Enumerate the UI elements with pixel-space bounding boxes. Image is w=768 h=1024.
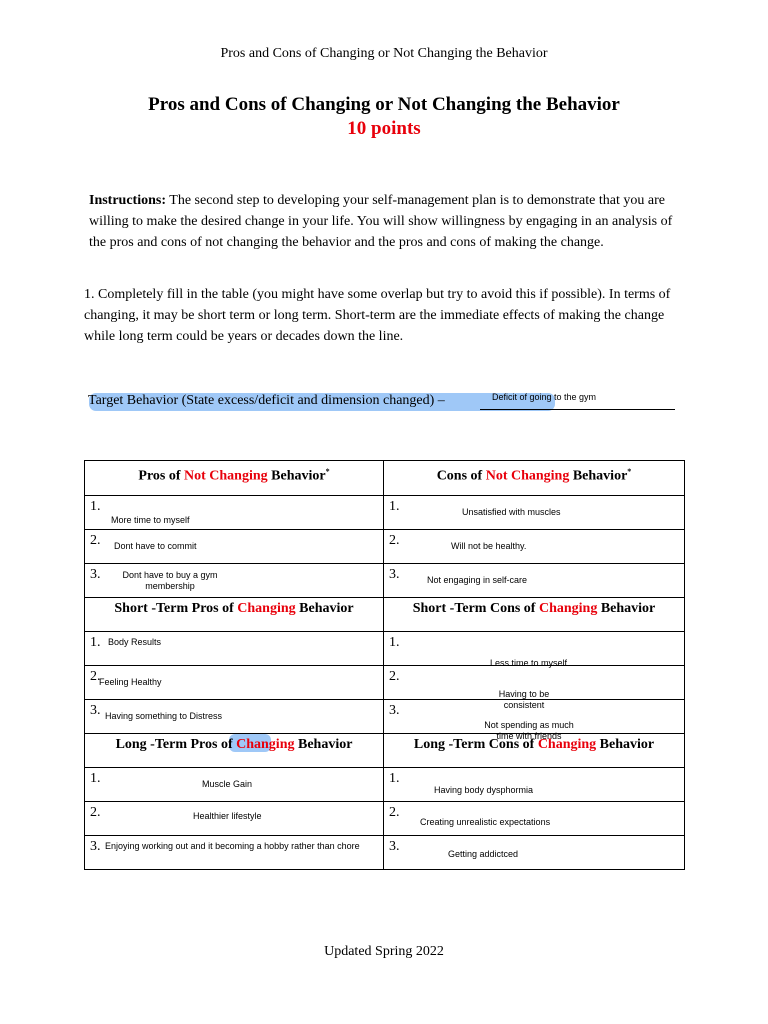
header-short-term-cons [383,597,685,632]
table-cell[interactable] [383,563,685,598]
header-cons-not-changing [383,460,685,496]
question-1: 1. Completely fill in the table (you might have some overlap but try to avoid this if possible). In terms of changing, it may be short term or long term. Short-term are the immediate effects of making the change while long term could be years or decades down the line. [84,287,671,344]
page-footer: Updated Spring 2022 [324,944,444,959]
table-cell[interactable] [383,631,685,666]
instructions-label: Instructions: [89,193,167,208]
instructions-body: The second step to developing your self-management plan is to demonstrate that you are willing to make the desired change in your life. You will show willingness by engaging in an analysis of the pros and cons of not changing the behavior and the pros and cons of making the change. [89,193,673,250]
row-number: 1. [389,499,400,514]
row-number: 1. [389,635,400,650]
header-long-term-cons [383,733,685,768]
answer-text: Enjoying working out and it becoming a hobby rather than chore [105,841,360,851]
answer-text: Having something to Distress [105,711,223,721]
header-pros-not-changing [84,460,384,496]
answer-text: Dont have to commit [114,541,197,551]
footnote-marker: * [325,467,330,476]
header-text: Cons of [436,468,486,484]
header-text: Pros of [138,468,185,484]
header-text: Behavior [597,601,656,616]
table-cell[interactable] [383,529,685,564]
header-text: Long -Term Cons of [413,737,538,752]
table-cell[interactable] [84,835,384,870]
answer-text: Feeling Healthy [99,677,162,687]
header-short-term-pros [84,597,384,632]
row-number: 2. [90,805,101,820]
header-emphasis: Changing [537,737,597,752]
answer-text: Getting addictced [448,849,519,859]
table-cell[interactable] [84,767,384,802]
row-number: 1. [389,771,400,786]
header-text: Behavior [569,468,628,484]
footnote-marker: * [627,467,632,476]
table-cell[interactable] [383,801,685,836]
pros-cons-table [84,460,685,870]
row-number: 3. [90,703,101,718]
answer-text: Having to be consistent [498,689,550,710]
header-text: Long -Term Pros of [115,737,237,752]
row-number: 3. [389,703,400,718]
row-number: 2. [90,669,101,684]
row-number: 2. [389,805,400,820]
row-number: 2. [389,533,400,548]
header-text: Short -Term Pros of [114,601,238,616]
row-number: 1. [90,771,101,786]
target-behavior-label: Target Behavior (State excess/deficit and dimension changed) – [88,393,445,408]
target-answer-line [480,409,675,410]
answer-text: Creating unrealistic expectations [420,817,551,827]
row-number: 1. [90,499,101,514]
target-behavior-answer[interactable]: Deficit of going to the gym [492,392,597,402]
answer-text: Not engaging in self-care [427,575,528,585]
instructions-paragraph [89,190,689,253]
table-cell[interactable] [84,665,384,700]
row-number: 3. [389,567,400,582]
row-number: 2. [90,533,101,548]
header-text: Short -Term Cons of [412,601,539,616]
header-emphasis: Changing [237,601,296,616]
header-text: Behavior [596,737,655,752]
table-cell[interactable] [383,495,685,530]
page-header: Pros and Cons of Changing or Not Changing the Behavior [220,46,548,61]
answer-text: Body Results [108,637,162,647]
header-long-term-pros [84,733,384,768]
table-cell[interactable] [84,699,384,734]
table-cell[interactable] [383,835,685,870]
table-cell[interactable] [84,631,384,666]
row-number: 1. [90,635,101,650]
answer-text: More time to myself [111,515,190,525]
table-cell[interactable] [383,767,685,802]
table-cell[interactable] [84,495,384,530]
answer-text: Unsatisfied with muscles [462,507,561,517]
row-number: 3. [90,839,101,854]
header-emphasis: Changing [538,601,598,616]
answer-text: Muscle Gain [202,779,253,789]
table-cell[interactable] [383,665,685,710]
answer-text: Healthier lifestyle [193,811,262,821]
table-cell[interactable] [383,699,685,741]
page-title: Pros and Cons of Changing or Not Changing the Behavior [148,94,620,115]
row-number: 2. [389,669,400,684]
header-text: Behavior [267,468,326,484]
header-emphasis: Not Changing [485,468,570,484]
header-emphasis: Changing [236,737,295,752]
answer-text: Will not be healthy. [451,541,527,551]
points-label: 10 points [347,118,421,139]
table-cell[interactable] [84,801,384,836]
table-cell[interactable] [84,529,384,564]
header-text: Behavior [295,601,354,616]
answer-text: Having body dysphormia [434,785,534,795]
row-number: 3. [389,839,400,854]
table-cell[interactable] [84,563,384,598]
answer-text: Not spending as much time with friends [484,720,574,741]
answer-text: Dont have to buy a gym membership [122,570,218,591]
answer-text: Less time to myself [490,658,568,668]
header-text: Behavior [294,737,353,752]
header-emphasis: Not Changing [184,468,268,484]
row-number: 3. [90,567,101,582]
